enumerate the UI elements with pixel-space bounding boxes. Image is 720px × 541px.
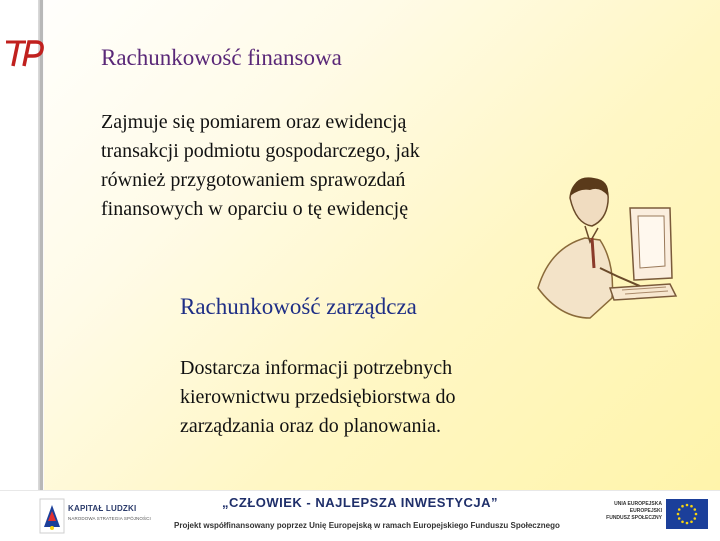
man-at-computer-icon bbox=[530, 168, 680, 328]
eu-star-icon bbox=[677, 513, 680, 516]
heading-rachunkowosc-finansowa: Rachunkowość finansowa bbox=[101, 45, 342, 70]
eu-label bbox=[600, 501, 662, 522]
eu-label-line: EUROPEJSKI bbox=[629, 508, 662, 514]
eu-star-icon bbox=[693, 508, 696, 511]
eu-star-icon bbox=[686, 504, 689, 507]
eu-star-icon bbox=[693, 517, 696, 520]
project-text: Projekt współfinansowany poprzez Unię Europejską w ramach Europejskiego Funduszu Społecznego bbox=[174, 521, 560, 530]
text-line: zarządzania oraz do planowania. bbox=[180, 415, 441, 437]
text-line: finansowych w oparciu o tę ewidencję bbox=[101, 198, 409, 220]
paragraph-rachunkowosc-zarzadcza bbox=[180, 354, 540, 441]
text-line: również przygotowaniem sprawozdań bbox=[101, 169, 406, 191]
slogan-text: „CZŁOWIEK - NAJLEPSZA INWESTYCJA” bbox=[222, 495, 499, 510]
eu-flag-icon bbox=[666, 499, 708, 529]
eu-star-icon bbox=[681, 520, 684, 523]
tp-logo-icon bbox=[4, 36, 44, 72]
left-decorative-bar bbox=[0, 0, 44, 490]
footer-bar bbox=[0, 490, 720, 541]
eu-star-icon bbox=[681, 505, 684, 508]
heading-rachunkowosc-zarzadcza: Rachunkowość zarządcza bbox=[180, 294, 417, 319]
eu-star-icon bbox=[678, 508, 681, 511]
paragraph-rachunkowosc-finansowa bbox=[101, 108, 521, 224]
eu-label-line: FUNDUSZ SPOŁECZNY bbox=[606, 515, 662, 521]
eu-star-icon bbox=[678, 517, 681, 520]
eu-label-line: UNIA EUROPEJSKA bbox=[614, 501, 662, 507]
eu-star-icon bbox=[686, 522, 689, 525]
text-line: kierownictwu przedsiębiorstwa do bbox=[180, 386, 456, 408]
text-line: Zajmuje się pomiarem oraz ewidencją bbox=[101, 111, 407, 133]
eu-star-icon bbox=[695, 513, 698, 516]
kapital-ludzki-subtitle: NARODOWA STRATEGIA SPÓJNOŚCI bbox=[68, 516, 151, 521]
text-line: transakcji podmiotu gospodarczego, jak bbox=[101, 140, 420, 162]
eu-star-icon bbox=[690, 520, 693, 523]
left-bar-divider bbox=[40, 0, 43, 490]
eu-star-icon bbox=[690, 505, 693, 508]
kapital-ludzki-title: KAPITAŁ LUDZKI bbox=[68, 504, 137, 513]
text-line: Dostarcza informacji potrzebnych bbox=[180, 357, 453, 379]
